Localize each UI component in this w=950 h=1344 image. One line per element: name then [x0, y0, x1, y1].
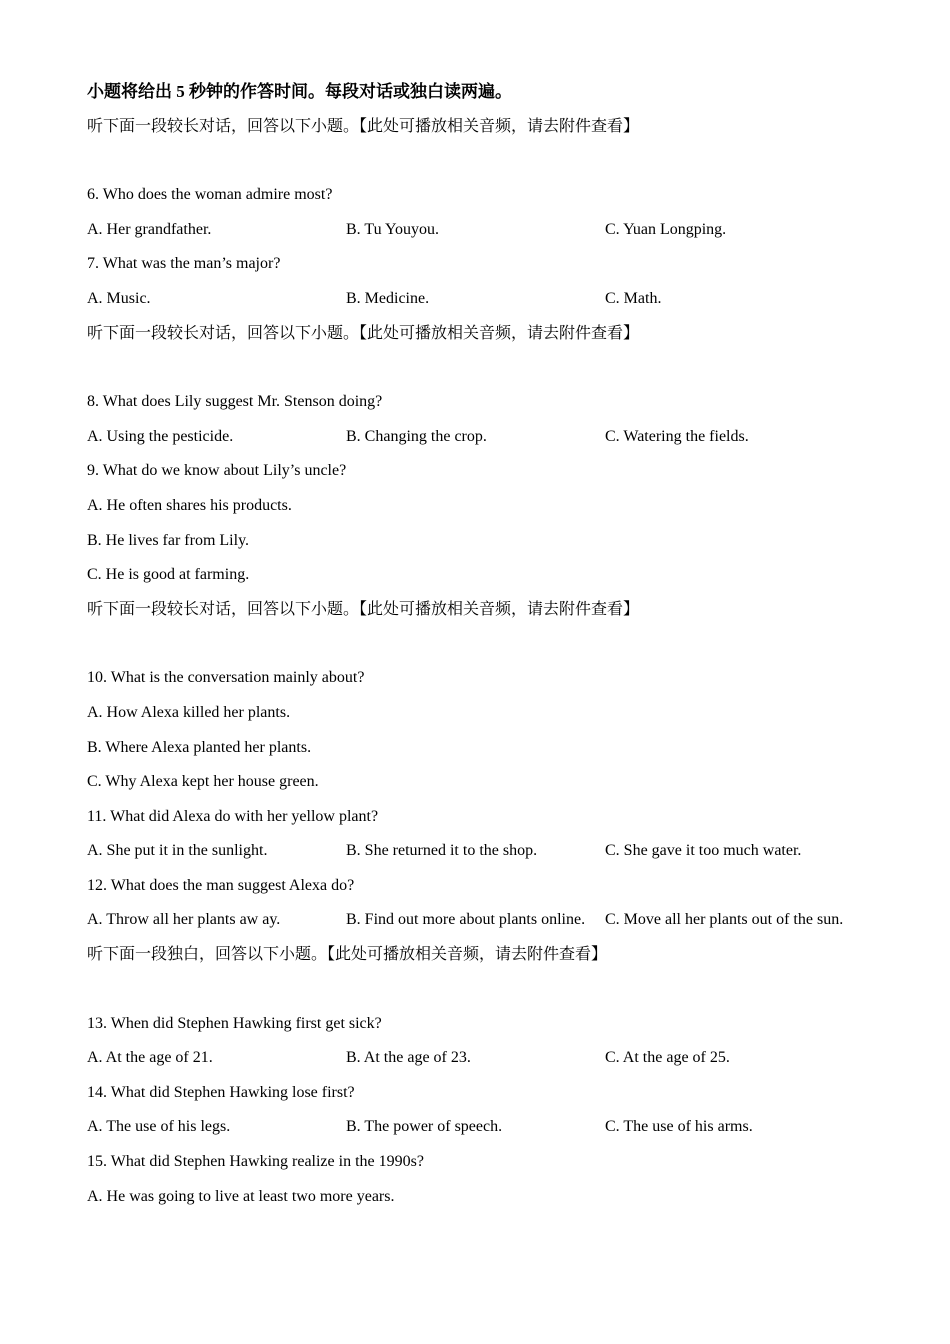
option-b: B. The power of speech.	[346, 1118, 503, 1136]
option-c: C. Math.	[605, 289, 662, 307]
option-c: C. Watering the fields.	[605, 427, 749, 445]
option-a: A. She put it in the sunlight.	[87, 842, 268, 860]
question-13-stem: 13. When did Stephen Hawking first get sick?	[87, 1014, 382, 1032]
option-b: B. She returned it to the shop.	[346, 842, 538, 860]
option-a: A. He was going to live at least two more years.	[87, 1187, 395, 1205]
listening-instruction: 听下面一段较长对话，回答以下小题。【此处可播放相关音频，请去附件查看】	[87, 117, 640, 135]
question-6-options	[87, 216, 887, 251]
option-a: A. Music.	[87, 289, 151, 307]
option-c: C. Move all her plants out of the sun.	[605, 911, 844, 929]
option-c: C. He is good at farming.	[87, 566, 250, 584]
option-c: C. Why Alexa kept her house green.	[87, 773, 319, 791]
option-b: B. Find out more about plants online.	[346, 911, 586, 929]
listening-instruction: 听下面一段独白，回答以下小题。【此处可播放相关音频，请去附件查看】	[87, 946, 608, 964]
spacer	[87, 147, 887, 181]
option-b: B. Changing the crop.	[346, 427, 487, 445]
exam-page	[87, 78, 887, 1217]
spacer	[87, 354, 887, 388]
question-11-stem: 11. What did Alexa do with her yellow plant?	[87, 807, 379, 825]
question-11-options	[87, 837, 887, 872]
question-10-stem: 10. What is the conversation mainly about?	[87, 669, 365, 687]
option-a: A. Throw all her plants aw ay.	[87, 911, 281, 929]
option-a: A. He often shares his products.	[87, 496, 292, 514]
question-13-options	[87, 1044, 887, 1079]
question-8-options	[87, 423, 887, 458]
option-b: B. Where Alexa planted her plants.	[87, 738, 312, 756]
option-c: C. At the age of 25.	[605, 1049, 730, 1067]
spacer	[87, 630, 887, 664]
listening-instruction: 听下面一段较长对话，回答以下小题。【此处可播放相关音频，请去附件查看】	[87, 324, 640, 342]
section-heading: 小题将给出 5 秒钟的作答时间。每段对话或独白读两遍。	[87, 82, 512, 101]
question-12-options	[87, 906, 887, 941]
question-9-stem: 9. What do we know about Lily’s uncle?	[87, 462, 347, 480]
option-a: A. At the age of 21.	[87, 1049, 213, 1067]
option-a: A. How Alexa killed her plants.	[87, 703, 291, 721]
option-b: B. He lives far from Lily.	[87, 531, 250, 549]
spacer	[87, 976, 887, 1010]
option-c: C. Yuan Longping.	[605, 220, 727, 238]
listening-instruction: 听下面一段较长对话，回答以下小题。【此处可播放相关音频，请去附件查看】	[87, 600, 640, 618]
option-a: A. Using the pesticide.	[87, 427, 234, 445]
question-7-stem: 7. What was the man’s major?	[87, 255, 281, 273]
option-b: B. At the age of 23.	[346, 1049, 471, 1067]
option-b: B. Tu Youyou.	[346, 220, 439, 238]
option-c: C. She gave it too much water.	[605, 842, 802, 860]
option-a: A. Her grandfather.	[87, 220, 212, 238]
question-15-stem: 15. What did Stephen Hawking realize in the 1990s?	[87, 1153, 424, 1171]
option-a: A. The use of his legs.	[87, 1118, 231, 1136]
option-c: C. The use of his arms.	[605, 1118, 753, 1136]
question-8-stem: 8. What does Lily suggest Mr. Stenson doing?	[87, 393, 383, 411]
question-6-stem: 6. Who does the woman admire most?	[87, 186, 333, 204]
question-14-stem: 14. What did Stephen Hawking lose first?	[87, 1083, 355, 1101]
question-14-options	[87, 1113, 887, 1148]
option-b: B. Medicine.	[346, 289, 430, 307]
question-12-stem: 12. What does the man suggest Alexa do?	[87, 876, 355, 894]
question-7-options	[87, 285, 887, 320]
